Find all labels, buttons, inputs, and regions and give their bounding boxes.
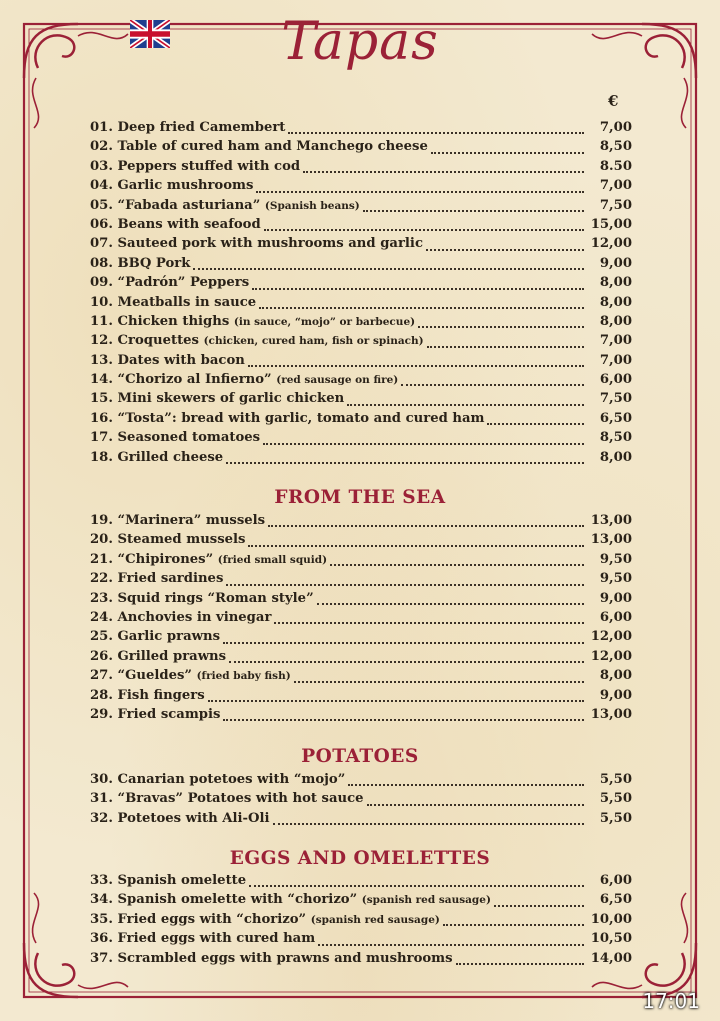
menu-item-name	[90, 513, 265, 528]
menu-item-price: 8,00	[599, 313, 632, 329]
menu-item-price: 8,00	[599, 449, 632, 465]
menu-item-price: 13,00	[590, 532, 632, 548]
menu-item-title: 35. Fried eggs with “chorizo”	[90, 911, 307, 927]
leader-dots	[252, 287, 584, 290]
menu-item-title: 28. Fish fingers	[90, 687, 205, 703]
leader-dots	[223, 718, 584, 721]
section-heading-potatoes: POTATOES	[301, 746, 419, 767]
menu-item-price: 7,00	[599, 178, 632, 194]
menu-item-title: 27. “Gueldes”	[90, 668, 192, 684]
leader-dots	[348, 783, 584, 786]
menu-item-title: 05. “Fabada asturiana”	[90, 197, 261, 213]
menu-item	[90, 120, 632, 139]
menu-item-title: 32. Potetoes with Ali-Oli	[90, 810, 270, 826]
menu-item	[90, 811, 632, 830]
menu-item-title: 06. Beans with seafood	[90, 216, 261, 232]
menu-item-name	[90, 668, 291, 683]
menu-item-name	[90, 120, 285, 135]
menu-item-note: (in sauce, “mojo” or barbecue)	[233, 315, 416, 328]
menu-item	[90, 513, 632, 532]
menu-item-price: 10,50	[590, 931, 632, 947]
menu-item-title: 21. “Chipirones”	[90, 551, 214, 567]
menu-item	[90, 450, 632, 469]
menu-item-title: 12. Croquettes	[90, 333, 199, 349]
currency-symbol: €	[608, 92, 619, 110]
menu-item	[90, 372, 632, 391]
menu-item-name	[90, 811, 270, 826]
menu-item-note: (fried baby fish)	[196, 670, 291, 683]
menu-item	[90, 912, 632, 931]
leader-dots	[193, 267, 584, 270]
menu-item	[90, 951, 632, 970]
menu-item-note: (spanish red sausage)	[361, 894, 491, 907]
menu-item-name	[90, 912, 440, 927]
menu-item-title: 14. “Chorizo al Infierno”	[90, 372, 272, 388]
menu-item-name	[90, 333, 424, 348]
menu-item-title: 15. Mini skewers of garlic chicken	[90, 391, 345, 407]
menu-item	[90, 707, 632, 726]
menu-item-name	[90, 791, 364, 806]
leader-dots	[268, 524, 584, 527]
menu-item-price: 13,00	[590, 706, 632, 722]
menu-item-price: 5,50	[599, 772, 632, 787]
leader-dots	[226, 583, 584, 586]
menu-item	[90, 178, 632, 197]
menu-item-price: 7,00	[599, 120, 632, 135]
menu-item	[90, 236, 632, 255]
menu-item	[90, 629, 632, 648]
menu-item-price: 5,50	[599, 810, 632, 826]
menu-item-title: 13. Dates with bacon	[90, 352, 245, 368]
menu-item-title: 34. Spanish omelette with “chorizo”	[90, 892, 358, 908]
menu-item-name	[90, 430, 260, 445]
menu-item	[90, 430, 632, 449]
leader-dots	[256, 190, 584, 193]
menu-item-name	[90, 688, 205, 703]
menu-item-name	[90, 873, 246, 888]
menu-item-name	[90, 571, 223, 586]
menu-item-price: 8,00	[599, 275, 632, 291]
menu-item-name	[90, 139, 428, 154]
leader-dots	[208, 699, 584, 702]
menu-item-price: 7,50	[599, 197, 632, 213]
menu-item-name	[90, 353, 245, 368]
leader-dots	[264, 228, 584, 231]
menu-item-title: 26. Grilled prawns	[90, 648, 227, 664]
menu-item	[90, 649, 632, 668]
menu-item-title: 10. Meatballs in sauce	[90, 294, 257, 310]
menu-item-title: 23. Squid rings “Roman style”	[90, 590, 314, 606]
menu-item-name	[90, 649, 226, 664]
menu-item-price: 8.50	[599, 158, 632, 174]
menu-item-price: 7,00	[599, 352, 632, 368]
menu-item-price: 12,00	[590, 236, 632, 252]
menu-item	[90, 571, 632, 590]
menu-item	[90, 198, 632, 217]
leader-dots	[273, 822, 584, 825]
menu-item	[90, 532, 632, 551]
menu-item-name	[90, 198, 360, 213]
menu-item	[90, 610, 632, 629]
leader-dots	[303, 170, 584, 173]
menu-item-note: (red sausage on fire)	[276, 374, 399, 387]
menu-item-title: 29. Fried scampis	[90, 706, 221, 722]
status-time: 17:01	[642, 989, 700, 1013]
menu-item-price: 6,00	[599, 372, 632, 388]
menu-item-name	[90, 951, 453, 966]
menu-item	[90, 333, 632, 352]
menu-item-title: 17. Seasoned tomatoes	[90, 430, 261, 446]
menu-item-note: (chicken, cured ham, fish or spinach)	[203, 335, 424, 348]
leader-dots	[263, 442, 584, 445]
menu-item-price: 8,50	[599, 430, 632, 446]
leader-dots	[330, 563, 584, 566]
menu-item	[90, 552, 632, 571]
leader-dots	[288, 131, 584, 134]
menu-item-price: 9,50	[599, 571, 632, 587]
section-heading-sea: FROM THE SEA	[274, 487, 446, 508]
menu-item	[90, 391, 632, 410]
menu-item-price: 13,00	[590, 513, 632, 528]
menu-item	[90, 688, 632, 707]
leader-dots	[487, 422, 584, 425]
menu-item	[90, 931, 632, 950]
menu-item-price: 6,00	[599, 609, 632, 625]
leader-dots	[401, 383, 584, 386]
menu-item-price: 9,50	[599, 551, 632, 567]
menu-item-title: 30. Canarian potetoes with “mojo”	[90, 772, 346, 787]
leader-dots	[426, 248, 584, 251]
leader-dots	[443, 923, 584, 926]
menu-item-name	[90, 217, 261, 232]
menu-item	[90, 892, 632, 911]
leader-dots	[274, 621, 584, 624]
menu-item-name	[90, 892, 491, 907]
leader-dots	[427, 345, 584, 348]
menu-item-title: 18. Grilled cheese	[90, 449, 224, 465]
menu-item-title: 04. Garlic mushrooms	[90, 178, 254, 194]
menu-item-title: 19. “Marinera” mussels	[90, 513, 266, 528]
eggs-list	[90, 873, 632, 970]
menu-item-title: 24. Anchovies in vinegar	[90, 609, 272, 625]
menu-item-price: 8,50	[599, 139, 632, 155]
menu-item	[90, 873, 632, 892]
menu-item-name	[90, 552, 327, 567]
menu-item-title: 02. Table of cured ham and Manchego cheese	[90, 139, 428, 155]
menu-item-title: 33. Spanish omelette	[90, 873, 247, 888]
sea-list	[90, 513, 632, 726]
menu-item-price: 9,00	[599, 590, 632, 606]
menu-item-price: 6,00	[599, 873, 632, 888]
leader-dots	[318, 943, 584, 946]
menu-item-title: 01. Deep fried Camembert	[90, 120, 286, 135]
menu-item-title: 22. Fried sardines	[90, 571, 224, 587]
tapas-list	[90, 120, 632, 469]
menu-item-price: 15,00	[590, 216, 632, 232]
menu-item-name	[90, 629, 220, 644]
menu-item	[90, 159, 632, 178]
menu-item	[90, 217, 632, 236]
menu-item-name	[90, 707, 220, 722]
leader-dots	[248, 544, 584, 547]
menu-item-title: 08. BBQ Pork	[90, 255, 191, 271]
menu-item	[90, 411, 632, 430]
leader-dots	[456, 962, 584, 965]
menu-item-name	[90, 772, 345, 787]
menu-item-name	[90, 931, 315, 946]
menu-item-name	[90, 159, 300, 174]
menu-item-price: 7,50	[599, 391, 632, 407]
menu-item	[90, 353, 632, 372]
menu-item-price: 7,00	[599, 333, 632, 349]
menu-item-name	[90, 236, 423, 251]
menu-item-price: 9,00	[599, 687, 632, 703]
menu-item	[90, 314, 632, 333]
leader-dots	[367, 803, 584, 806]
menu-item-title: 09. “Padrón” Peppers	[90, 275, 250, 291]
leader-dots	[494, 904, 584, 907]
menu-item-title: 37. Scrambled eggs with prawns and mushrooms	[90, 950, 453, 966]
leader-dots	[226, 461, 584, 464]
section-heading-eggs: EGGS AND OMELETTES	[229, 848, 491, 869]
menu-item-title: 16. “Tosta”: bread with garlic, tomato and cured ham	[90, 410, 485, 426]
menu-item-title: 20. Steamed mussels	[90, 532, 246, 548]
leader-dots	[363, 209, 584, 212]
menu-item-name	[90, 411, 484, 426]
menu-item	[90, 139, 632, 158]
menu-item-price: 8,00	[599, 294, 632, 310]
menu-item-name	[90, 591, 314, 606]
menu-item-name	[90, 610, 271, 625]
menu-item-name	[90, 532, 245, 547]
menu-item-name	[90, 314, 415, 329]
menu-item-price: 6,50	[599, 892, 632, 908]
menu-item-price: 12,00	[590, 629, 632, 645]
menu-item-name	[90, 256, 190, 271]
menu-item-price: 6,50	[599, 410, 632, 426]
menu-item-title: 36. Fried eggs with cured ham	[90, 931, 316, 947]
page-title: Tapas	[281, 12, 439, 72]
menu-item	[90, 772, 632, 791]
menu-item-name	[90, 372, 398, 387]
leader-dots	[347, 403, 584, 406]
menu-item	[90, 275, 632, 294]
menu-item-title: 31. “Bravas” Potatoes with hot sauce	[90, 791, 364, 807]
leader-dots	[294, 680, 584, 683]
leader-dots	[248, 364, 584, 367]
menu-item	[90, 295, 632, 314]
leader-dots	[418, 325, 584, 328]
menu-item-price: 10,00	[590, 911, 632, 927]
menu-item	[90, 591, 632, 610]
menu-item-price: 5,50	[599, 791, 632, 807]
menu-item-price: 9,00	[599, 255, 632, 271]
menu-item-name	[90, 391, 344, 406]
menu-item-price: 12,00	[590, 648, 632, 664]
menu-item-note: (fried small squid)	[217, 553, 328, 566]
leader-dots	[229, 660, 584, 663]
leader-dots	[317, 602, 584, 605]
menu-item	[90, 668, 632, 687]
menu-item-price: 8,00	[599, 668, 632, 684]
menu-item	[90, 791, 632, 810]
leader-dots	[249, 884, 584, 887]
menu-item-name	[90, 275, 249, 290]
menu-item-name	[90, 450, 223, 465]
leader-dots	[431, 151, 584, 154]
leader-dots	[259, 306, 584, 309]
menu-item-note: (Spanish beans)	[264, 199, 360, 212]
menu-item-title: 07. Sauteed pork with mushrooms and garlic	[90, 236, 423, 252]
potatoes-list	[90, 772, 632, 830]
leader-dots	[223, 641, 584, 644]
menu-item-title: 25. Garlic prawns	[90, 629, 221, 645]
menu-item-title: 03. Peppers stuffed with cod	[90, 158, 301, 174]
menu-item-name	[90, 295, 256, 310]
menu-item-price: 14,00	[590, 950, 632, 966]
menu-item-name	[90, 178, 253, 193]
menu-item	[90, 256, 632, 275]
menu-item-title: 11. Chicken thighs	[90, 313, 230, 329]
menu-item-note: (spanish red sausage)	[310, 913, 440, 926]
